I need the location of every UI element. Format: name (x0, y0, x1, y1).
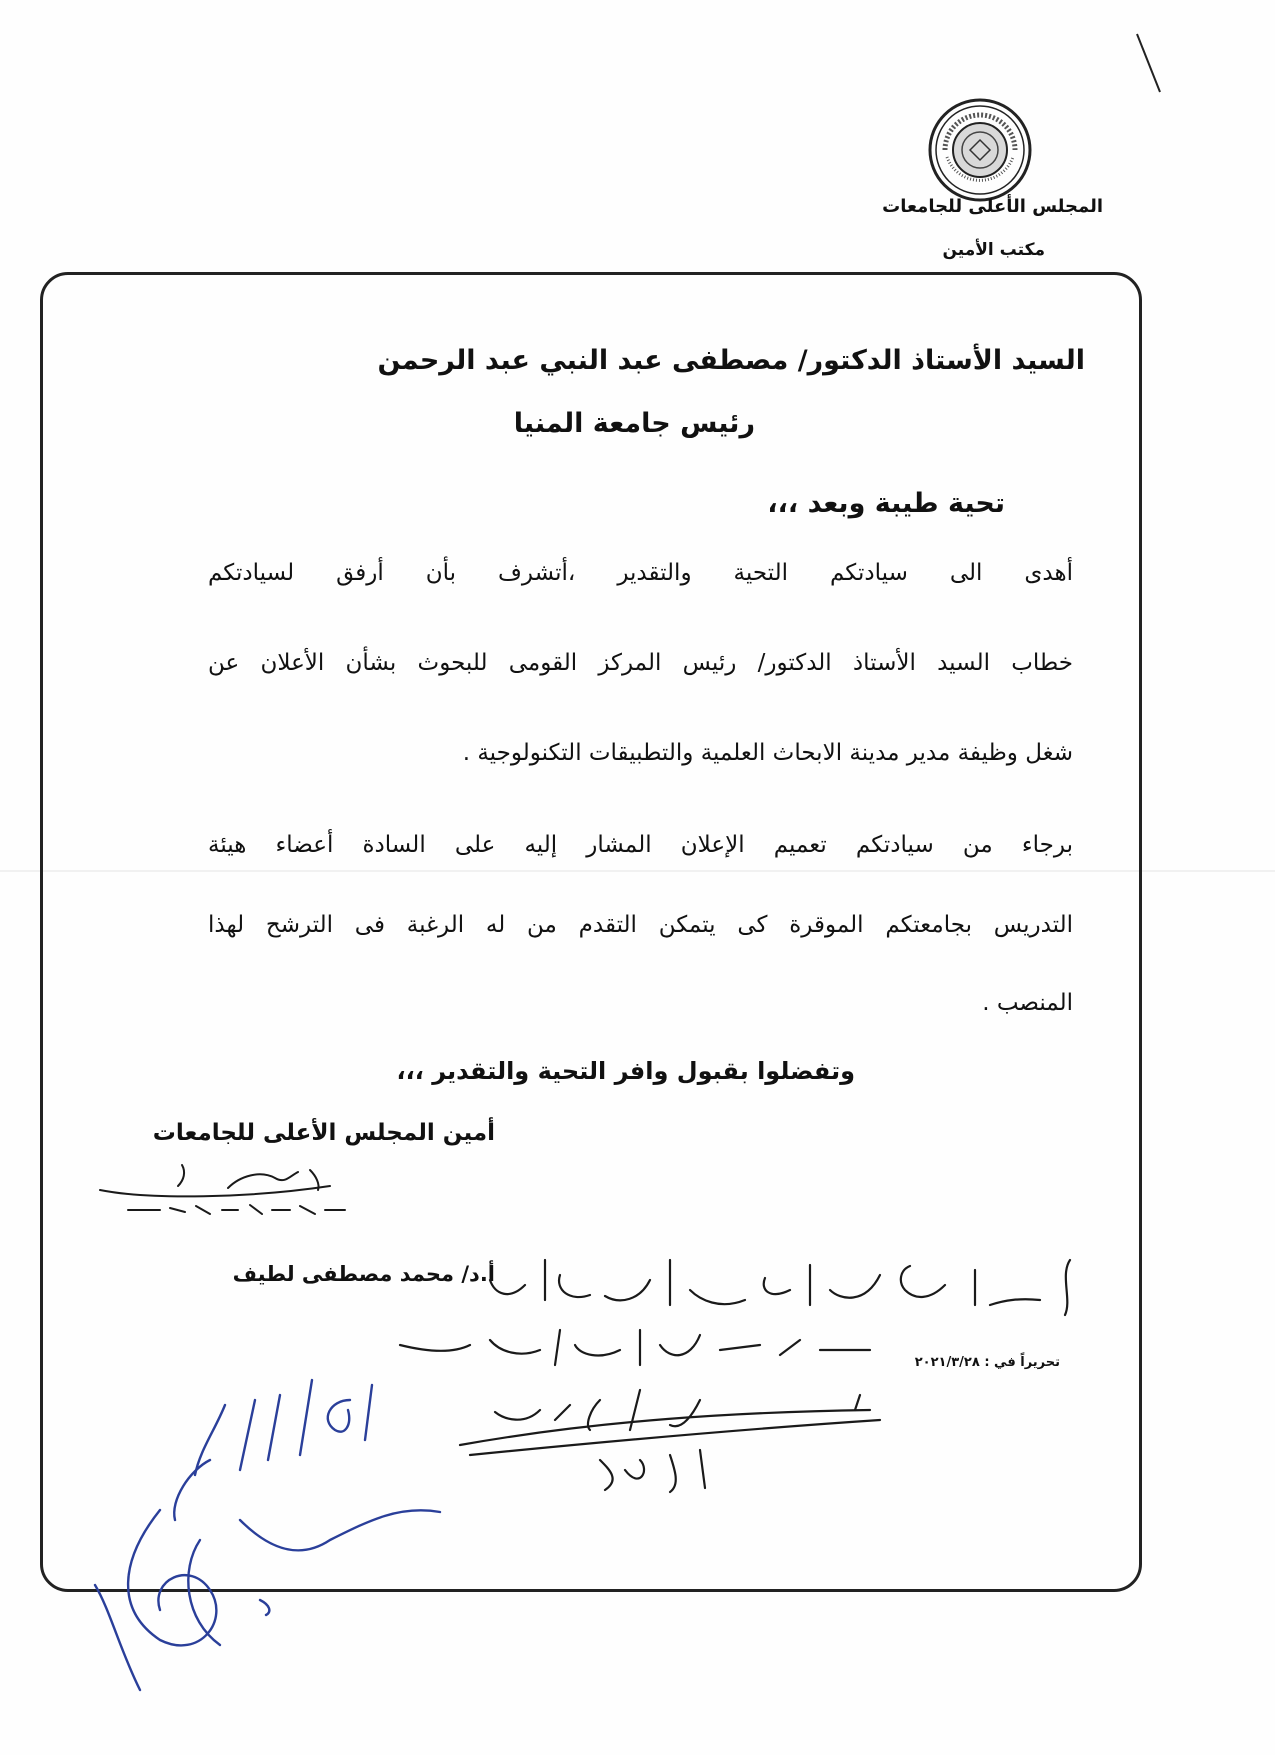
signatory-name: أ.د/ محمد مصطفى لطيف (232, 1262, 495, 1286)
recipient-title: رئيس جامعة المنيا (513, 408, 755, 439)
recipient-name: السيد الأستاذ الدكتور/ مصطفى عبد النبي عبد الرحمن (377, 345, 1085, 376)
supreme-council-seal-icon (925, 95, 1035, 205)
body-line: المنصب . (982, 990, 1073, 1016)
signatory-title: أمين المجلس الأعلى للجامعات (152, 1120, 495, 1146)
body-line: برجاء من سيادتكم تعميم الإعلان المشار إليه على السادة أعضاء هيئة (208, 832, 1073, 858)
greeting: تحية طيبة وبعد ،،، (767, 488, 1005, 519)
corner-pen-mark (1120, 20, 1240, 100)
body-line: خطاب السيد الأستاذ الدكتور/ رئيس المركز القومى للبحوث بشأن الأعلان عن (208, 650, 1073, 676)
edit-date: تحريراً في : ٢٠٢١/٣/٢٨ (914, 1355, 1060, 1370)
body-line: أهدى الى سيادتكم التحية والتقدير ،أتشرف بأن أرفق لسيادتكم (208, 560, 1073, 586)
organization-name: المجلس الأعلى للجامعات (882, 196, 1103, 217)
closing-line: وتفضلوا بقبول وافر التحية والتقدير ،،، (396, 1057, 855, 1085)
body-line: التدريس بجامعتكم الموقرة كى يتمكن التقدم من له الرغبة فى الترشح لهذا (208, 912, 1073, 938)
body-line: شغل وظيفة مدير مدينة الابحاث العلمية والتطبيقات التكنولوجية . (462, 740, 1073, 766)
office-name: مكتب الأمين (942, 240, 1045, 260)
